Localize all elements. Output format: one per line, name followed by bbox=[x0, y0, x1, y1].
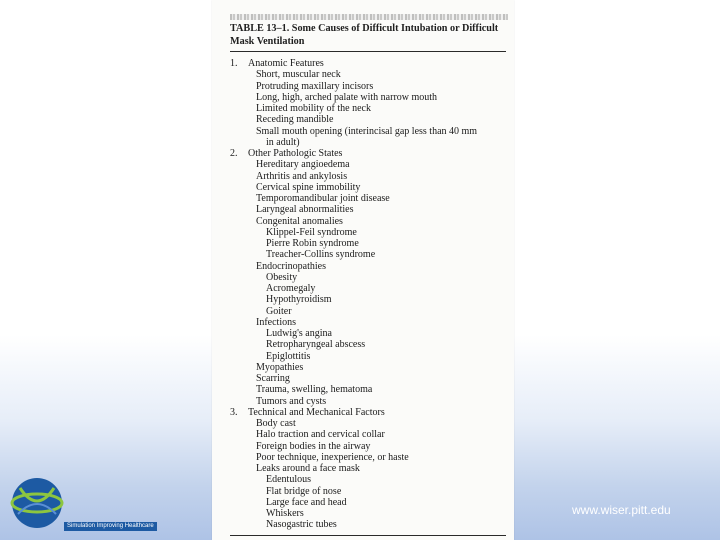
list-item: Infections bbox=[256, 316, 296, 328]
list-item: Flat bridge of nose bbox=[266, 485, 342, 497]
page-header-scan-artifact bbox=[230, 14, 508, 20]
list-item: Laryngeal abnormalities bbox=[256, 204, 354, 216]
list-item: Body cast bbox=[256, 418, 296, 429]
list-item: Retropharyngeal abscess bbox=[266, 339, 366, 351]
table-title-line-2: Mask Ventilation bbox=[230, 36, 305, 47]
list-item: Goiter bbox=[266, 305, 292, 317]
list-item: Temporomandibular joint disease bbox=[256, 193, 390, 204]
list-item: Hereditary angioedema bbox=[256, 159, 350, 171]
section-number: 2. bbox=[230, 148, 238, 159]
list-item: Large face and head bbox=[266, 496, 347, 508]
table-title-line-1: TABLE 13–1. Some Causes of Difficult Intubation or Difficult bbox=[230, 23, 499, 34]
list-item: Small mouth opening (interincisal gap less than 40 mm bbox=[256, 125, 478, 137]
section-number: 1. bbox=[230, 58, 238, 69]
logo-tagline: Simulation Improving Healthcare bbox=[64, 522, 157, 531]
section-heading bbox=[230, 407, 514, 418]
list-item: Cervical spine immobility bbox=[256, 181, 361, 193]
list-item: Scarring bbox=[256, 373, 290, 384]
list-item: Foreign bodies in the airway bbox=[256, 440, 371, 452]
causes-list bbox=[230, 58, 514, 531]
list-item: Klippel-Feil syndrome bbox=[266, 226, 357, 238]
list-item: Arthritis and ankylosis bbox=[256, 170, 348, 182]
section-heading bbox=[230, 148, 514, 159]
list-item: Nasogastric tubes bbox=[266, 519, 337, 531]
website-url: www.wiser.pitt.edu bbox=[572, 503, 671, 517]
list-item: Short, muscular neck bbox=[256, 69, 341, 81]
list-item: Long, high, arched palate with narrow mouth bbox=[256, 91, 438, 103]
list-item: Acromegaly bbox=[266, 283, 316, 294]
table-title bbox=[230, 22, 512, 48]
list-item: Endocrinopathies bbox=[256, 260, 326, 272]
list-item: in adult) bbox=[266, 136, 300, 148]
list-item: Leaks around a face mask bbox=[256, 463, 360, 474]
globe-icon bbox=[12, 478, 62, 528]
list-item: Ludwig's angina bbox=[266, 328, 332, 339]
list-item: Trauma, swelling, hematoma bbox=[256, 384, 373, 396]
section-heading-text: Anatomic Features bbox=[248, 58, 324, 69]
list-item: Whiskers bbox=[266, 508, 304, 519]
list-item: Receding mandible bbox=[256, 114, 334, 126]
list-item: Protruding maxillary incisors bbox=[256, 80, 374, 92]
section-number: 3. bbox=[230, 406, 238, 418]
list-item: Tumors and cysts bbox=[256, 395, 327, 407]
section-heading bbox=[230, 58, 514, 69]
section-heading-text: Technical and Mechanical Factors bbox=[248, 406, 385, 418]
list-item: Hypothyroidism bbox=[266, 294, 332, 306]
list-item: Myopathies bbox=[256, 361, 304, 373]
scanned-table-page bbox=[212, 0, 514, 540]
list-item: Pierre Robin syndrome bbox=[266, 238, 359, 249]
list-item: Obesity bbox=[266, 271, 298, 283]
list-item: Congenital anomalies bbox=[256, 215, 343, 227]
section-heading-text: Other Pathologic States bbox=[248, 148, 343, 159]
list-item: Limited mobility of the neck bbox=[256, 103, 371, 114]
list-item: Halo traction and cervical collar bbox=[256, 429, 385, 441]
list-item: Poor technique, inexperience, or haste bbox=[256, 451, 409, 463]
bottom-rule bbox=[230, 535, 506, 536]
title-rule bbox=[230, 51, 506, 52]
list-item: Epiglottitis bbox=[266, 350, 311, 362]
list-item: Edentulous bbox=[266, 474, 311, 486]
list-item: Treacher-Collins syndrome bbox=[266, 249, 376, 261]
